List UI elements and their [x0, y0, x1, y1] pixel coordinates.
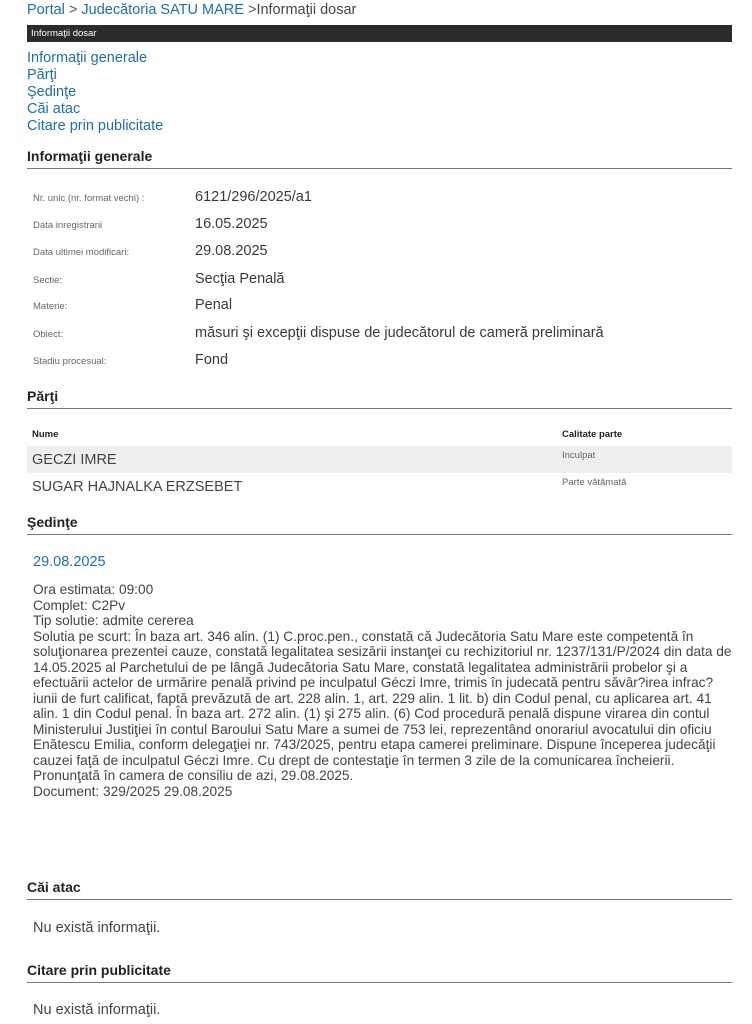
info-value: 6121/296/2025/a1 [195, 189, 312, 205]
info-label: Stadiu procesual: [33, 356, 107, 367]
info-value: Fond [195, 352, 229, 368]
info-row-data-modificari [33, 243, 733, 263]
info-value: 29.08.2025 [195, 243, 268, 259]
breadcrumb-current: Informaţii dosar [256, 2, 357, 18]
info-row-stadiu [33, 352, 733, 372]
info-value: măsuri şi excepţii dispuse de judecătorul de cameră preliminară [195, 325, 604, 341]
cai-atac-empty-text: Nu există informaţii. [33, 920, 161, 936]
hearing-solution-type: Tip solutie: admite cererea [33, 613, 194, 628]
info-row-obiect [33, 325, 733, 345]
hearing-solution-summary: Solutia pe scurt: În baza art. 346 alin. (1) C.proc.pen., constată că Judecătoria Satu Mare este competentă în soluţionarea prezentei cauze, constată legalitatea sesizării instanţei cu rechizitoriul nr. 1237/131/P/2024 din data de 14.05.2025 al Parchetului de pe lângă Judecătoria Satu Mare, constată legalitatea administrării probelor şi a efectuării actelor de urmărire penală privind pe inculpatul Géczi Imre, trimis în judecată pentru săvâr?irea infrac?iunii de furt calificat, faptă prevăzută de art. 228 alin. 1, art. 229 alin. 1 lit. b) din Codul penal, cu aplicarea art. 41 alin. 1 din Codul penal. În baza art. 272 alin. (1) şi 275 alin. (6) Cod procedură penală dispune virarea din contul Ministerului Justiţiei în contul Baroului Satu Mare a sumei de 753 lei, reprezentând onorariul avocatului din oficiu Enătescu Emilia, conform delegaţiei nr. 743/2025, pentru etapa camerei preliminare. Dispune începerea judecăţii cauzei faţă de inculpatul Géczi Imre. Cu drept de contestaţie în termen 3 zile de la comunicarea încheierii. Pronunţată în camera de consiliu de azi, 29.08.2025. [33, 628, 732, 783]
info-label: Sectie: [33, 275, 63, 286]
hearing-time: Ora estimata: 09:00 [33, 582, 154, 597]
party-role: Parte vătămată [562, 477, 627, 488]
party-name: GECZI IMRE [32, 452, 117, 468]
info-label: Data ultimei modificari: [33, 247, 130, 258]
info-label: Nr. unic (nr. format vechi) : [33, 193, 145, 204]
section-title-cai-atac: Căi atac [27, 879, 732, 900]
info-label: Obiect: [33, 329, 64, 340]
nav-link-citare[interactable]: Citare prin publicitate [27, 118, 164, 134]
hearing-document: Document: 329/2025 29.08.2025 [33, 783, 233, 799]
nav-link-parti[interactable]: Părţi [27, 67, 57, 83]
info-label: Materie: [33, 301, 68, 312]
section-title-citare: Citare prin publicitate [27, 962, 732, 983]
nav-link-general[interactable]: Informaţii generale [27, 50, 148, 66]
section-title-sedinte: Şedinţe [27, 514, 732, 535]
table-row [27, 473, 732, 500]
table-row [27, 446, 732, 473]
breadcrumb-court-link[interactable]: Judecătoria SATU MARE [81, 2, 244, 18]
info-value: Penal [195, 297, 233, 313]
party-role: Inculpat [562, 450, 596, 461]
citare-empty-text: Nu există informaţii. [33, 1002, 161, 1018]
info-row-nr-unic [33, 189, 733, 209]
info-label: Data inregistrarii [33, 220, 103, 231]
info-value: Secţia Penală [195, 271, 285, 287]
nav-link-sedinte[interactable]: Şedinţe [27, 84, 77, 100]
info-value: 16.05.2025 [195, 216, 268, 232]
section-title-general: Informaţii generale [27, 148, 732, 169]
section-title-parti: Părţi [27, 388, 732, 409]
breadcrumb-separator: > [247, 2, 257, 18]
breadcrumb-portal-link[interactable]: Portal [27, 2, 65, 18]
breadcrumb-separator: > [68, 2, 78, 18]
page-title-bar: Informaţii dosar [27, 25, 732, 42]
info-row-sectie [33, 271, 733, 291]
party-name: SUGAR HAJNALKA ERZSEBET [32, 479, 243, 495]
column-header-name: Nume [32, 429, 59, 440]
hearing-panel: Complet: C2Pv [33, 597, 126, 613]
info-row-data-inregistrarii [33, 216, 733, 236]
section-nav [27, 50, 163, 135]
info-row-materie [33, 297, 733, 317]
hearing-date: 29.08.2025 [33, 554, 106, 570]
breadcrumb [27, 1, 356, 19]
column-header-role: Calitate parte [562, 429, 623, 440]
nav-link-cai-atac[interactable]: Căi atac [27, 101, 81, 117]
hearing-details [33, 582, 733, 799]
